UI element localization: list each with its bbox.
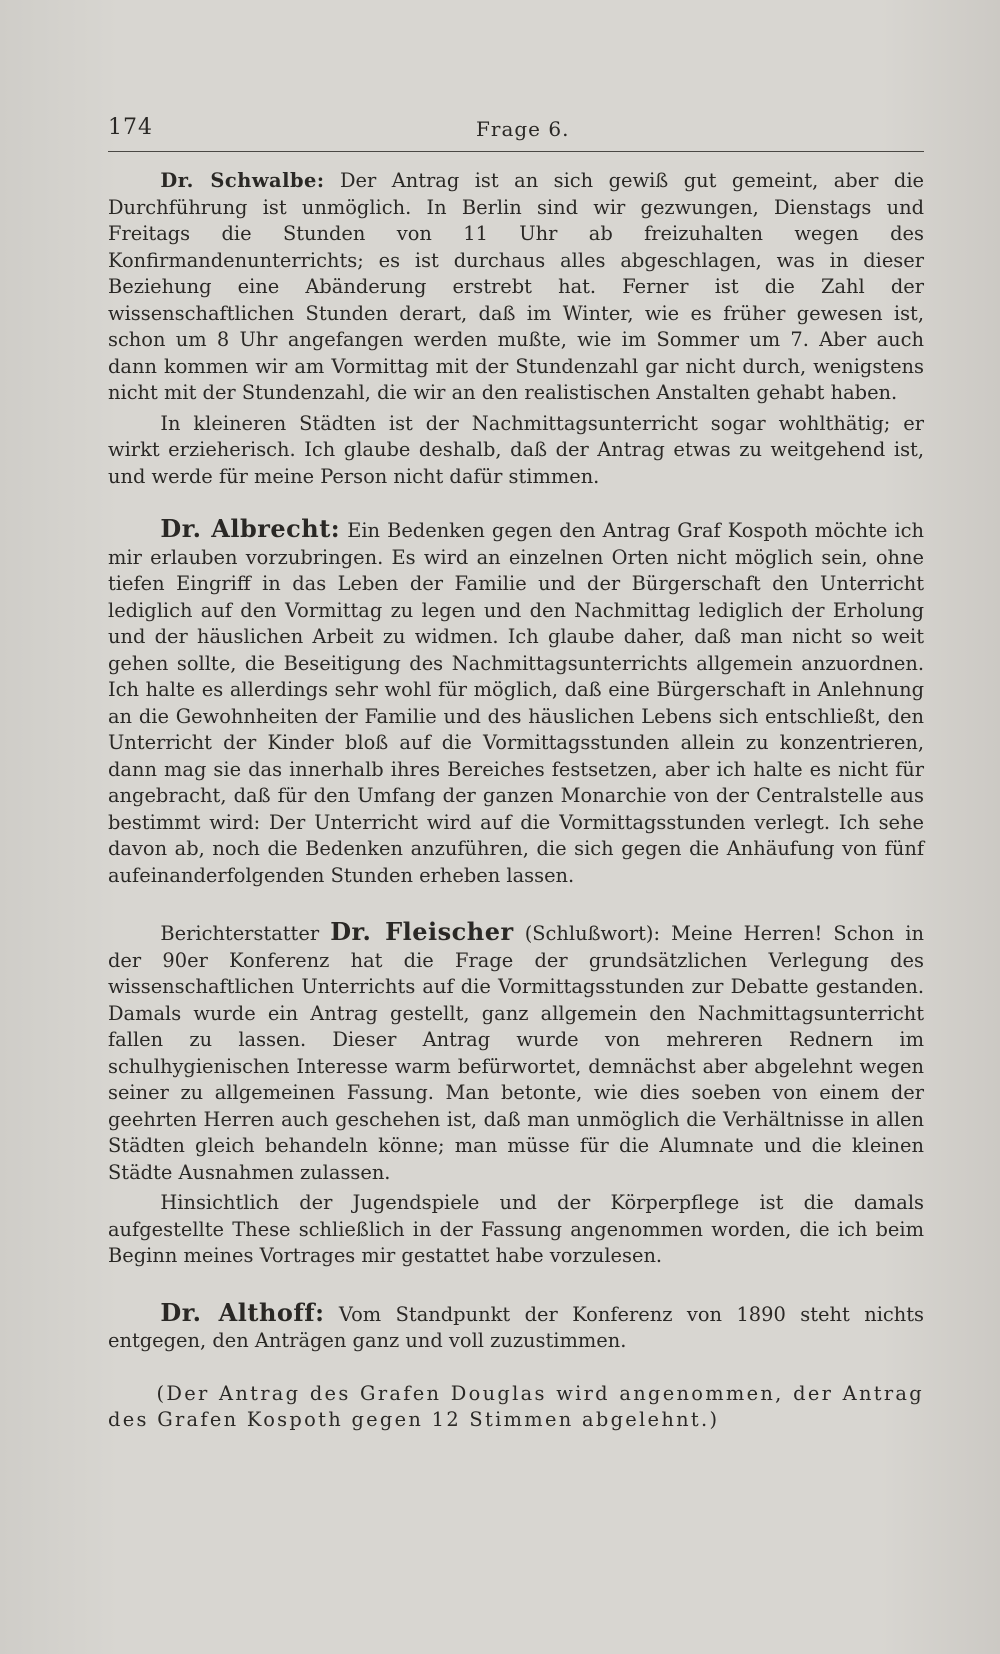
closing-note-text: (Der Antrag des Grafen Douglas wird angenommen, der Antrag des Grafen Kospoth gegen 12 Stimmen abgelehnt.) (108, 1381, 924, 1431)
page-body (108, 168, 924, 1434)
page-number: 174 (108, 115, 153, 140)
speech-schwalbe (108, 168, 924, 490)
paragraph (108, 411, 924, 491)
speaker-name: Dr. Schwalbe: (160, 169, 325, 192)
speaker-name: Dr. Albrecht: (160, 514, 341, 543)
paragraph-text: Ein Bedenken gegen den Antrag Graf Kospoth möchte ich mir erlauben vorzubringen. Es wird an einzelnen Orten nicht möglich sein, ohne tiefen Eingriff in das Leben der Familie und der Bürgerschaft den Unterricht lediglich auf den Vormittag zu legen und den Nachmittag lediglich der Erholung und der häuslichen Arbeit zu widmen. Ich glaube daher, daß man nicht so weit gehen sollte, die Beseitigung des Nachmittagsunterrichts allgemein anzuordnen. Ich halte es allerdings sehr wohl für möglich, daß eine Bürgerschaft in Anlehnung an die Gewohnheiten der Familie und des häuslichen Lebens sich entschließt, den Unterricht der Kinder bloß auf die Vormittagsstunden allein zu konzentrieren, dann mag sie das innerhalb ihres Bereiches festsetzen, aber ich halte es nicht für angebracht, daß für den Umfang der ganzen Monarchie von der Centralstelle aus bestimmt wird: Der Unterricht wird auf die Vormittagsstunden verlegt. Ich sehe davon ab, noch die Bedenken anzuführen, die sich gegen die Anhäufung von fünf aufeinanderfolgenden Stunden erheben lassen. (108, 519, 924, 887)
paragraph-text: Hinsichtlich der Jugendspiele und der Körperpflege ist die damals aufgestellte These schließlich in der Fassung angenommen worden, die ich beim Beginn meines Vortrages mir gestattet habe vorzulesen. (108, 1191, 924, 1267)
paragraph-text: Meine Herren! Schon in der 90er Konferenz hat die Frage der grundsätzlichen Verlegung des wissenschaftlichen Unterrichts auf die Vormittagsstunden zur Debatte gestanden. Damals wurde ein Antrag gestellt, ganz allgemein den Nachmittagsunterricht fallen zu lassen. Dieser Antrag wurde von mehreren Rednern im schulhygienischen Interesse warm befürwortet, demnächst aber abgelehnt wegen seiner zu allgemeinen Fassung. Man betonte, wie dies soeben von einem der geehrten Herren auch geschehen ist, daß man unmöglich die Verhältnisse in allen Städten gleich behandeln könne; man müsse für die Alumnate und die kleinen Städte Ausnahmen zulassen. (108, 922, 924, 1184)
running-title: Frage 6. (476, 117, 570, 141)
paragraph-text: In kleineren Städten ist der Nachmittagsunterricht sogar wohlthätig; er wirkt erzieherisch. Ich glaube deshalb, daß der Antrag etwas zu weitgehend ist, und werde für meine Person nicht dafür stimmen. (108, 411, 924, 488)
speaker-suffix: (Schlußwort): (524, 922, 660, 945)
paragraph-text: Vom Standpunkt der Konferenz von 1890 steht nichts entgegen, den Anträgen ganz und voll zuzustimmen. (108, 1302, 925, 1352)
speaker-role: Berichterstatter (160, 922, 320, 945)
speaker-name: Dr. Fleischer (330, 917, 514, 946)
page-header (108, 115, 924, 152)
paragraph (108, 919, 924, 1186)
speech-fleischer (108, 919, 924, 1270)
paragraph (108, 1297, 925, 1355)
paragraph (108, 516, 924, 889)
speech-althoff (108, 1297, 925, 1355)
paragraph-text: Der Antrag ist an sich gewiß gut gemeint, aber die Durchführung ist unmöglich. In Berlin sind wir gezwungen, Dienstags und Freitags die Stunden von 11 Uhr ab freizuhalten wegen des Konfirmandenunterrichts; es ist durchaus alles abgeschlagen, was in dieser Beziehung eine Abänderung erstrebt hat. Ferner ist die Zahl der wissenschaftlichen Stunden derart, daß im Winter, wie es früher gewesen ist, schon um 8 Uhr angefangen werden mußte, wie im Sommer um 7. Aber auch dann kommen wir am Vormittag mit der Stundenzahl gar nicht durch, wenigstens nicht mit der Stundenzahl, die wir an den realistischen Anstalten gehabt haben. (108, 169, 924, 404)
closing-note (108, 1381, 924, 1434)
paragraph (108, 1190, 924, 1270)
speech-albrecht (108, 516, 924, 889)
speaker-name: Dr. Althoff: (160, 1297, 325, 1327)
paragraph (108, 168, 924, 407)
